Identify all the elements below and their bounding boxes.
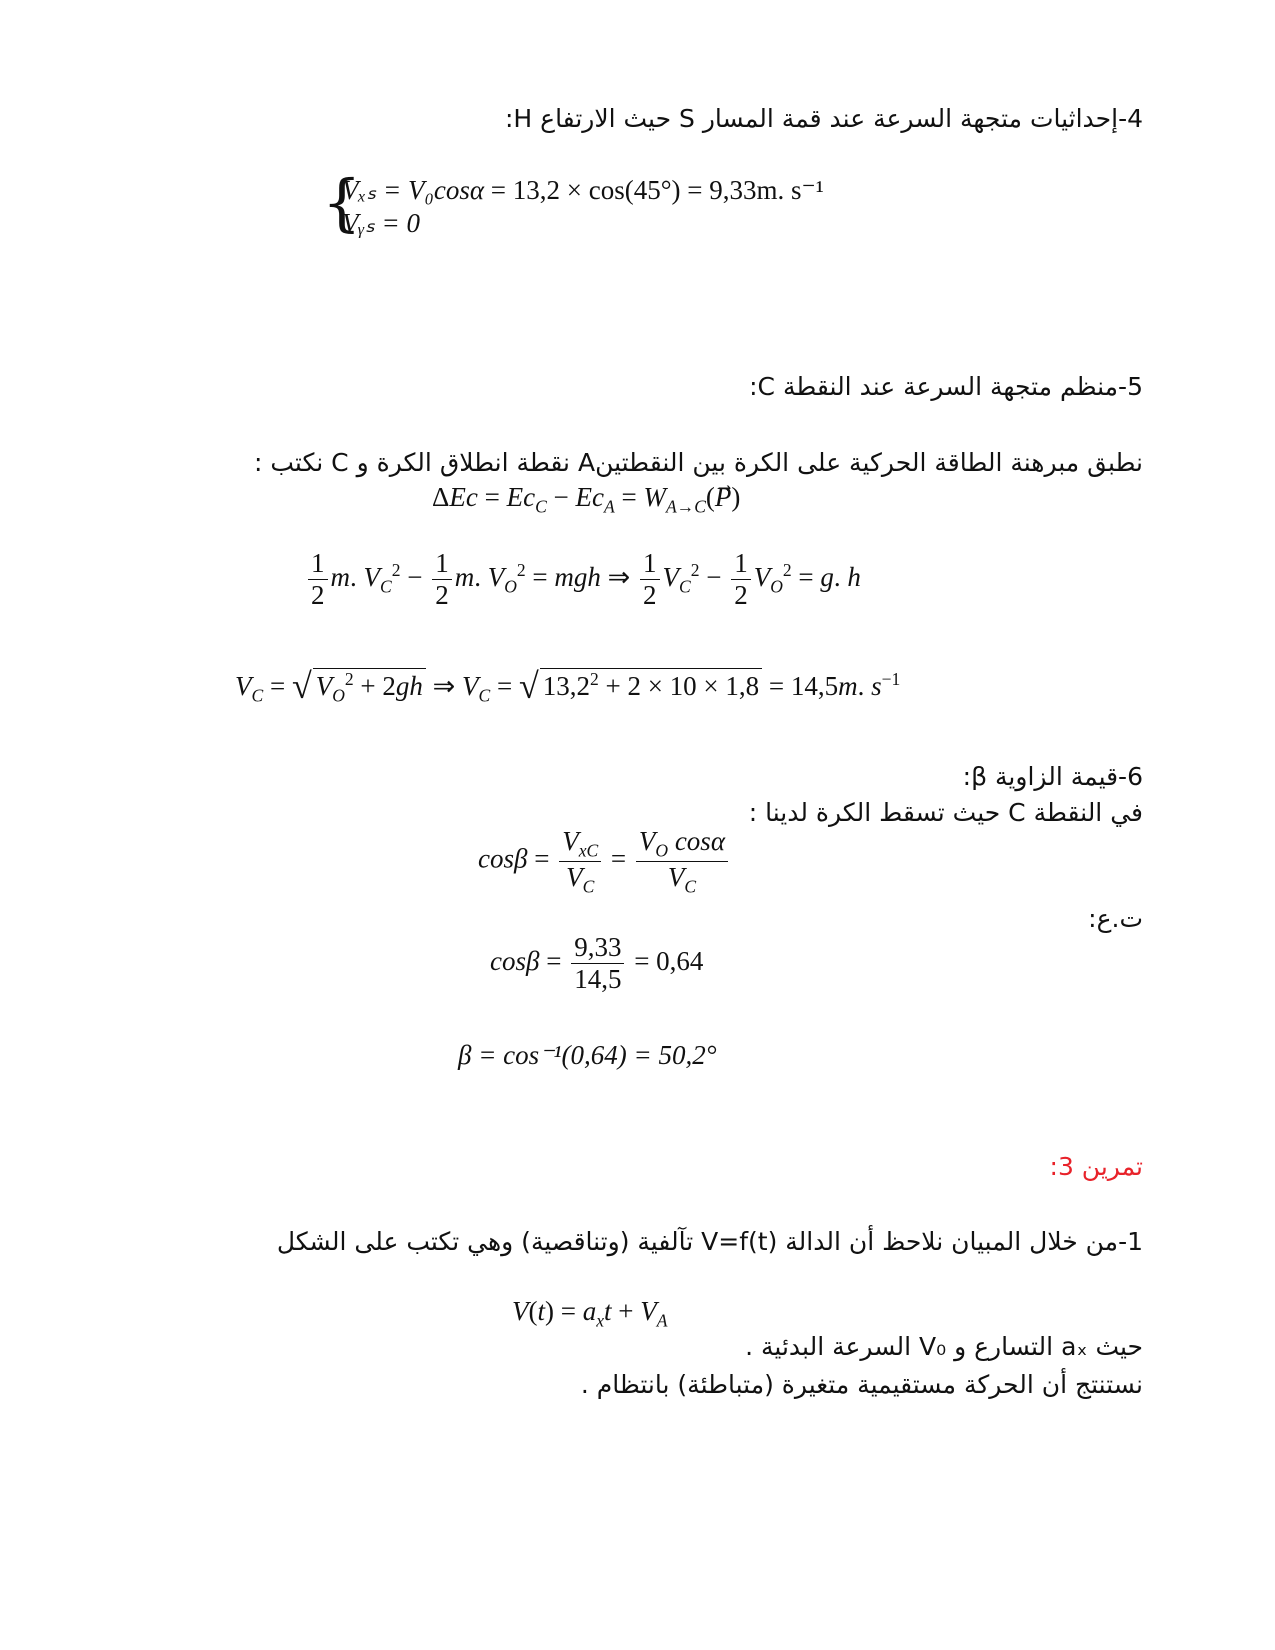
q4-heading: 4-إحداثيات متجهة السرعة عند قمة المسار S حيث الارتفاع H: — [504, 104, 1143, 133]
system-brace: { — [322, 166, 362, 239]
beta-result — [458, 1040, 717, 1071]
cos-beta-result: = 0,64 — [634, 945, 704, 976]
energy-equation: $\frac{1}{2}$ m. $V_C^2$ − $\frac{1}{2}$ m. $V_O^2$ = mgh ⇒ $\frac{1}{2}$ $V_C^2$ − $\frac{1}{2}$ $V_O^2 = g$. h — [305, 548, 861, 611]
exercise-3-title: تمرين 3: — [1049, 1152, 1143, 1181]
q5-intro: نطبق مبرهنة الطاقة الحركية على الكرة بين النقطتينA نقطة انطلاق الكرة و C نكتب : — [253, 448, 1143, 477]
vx-rhs: = 13,2 × cos(45°) = 9,33m. s⁻¹ — [490, 175, 824, 205]
cos-beta-numeric: cosβ = $\frac{9,33}{14,5}$ = 0,64 — [490, 932, 704, 995]
beta-text: β = cos⁻¹(0,64) = 50,2° — [458, 1040, 717, 1070]
cos-beta-numerator: 9,33 — [571, 932, 624, 964]
vy-equation — [342, 208, 420, 239]
q6-intro: في النقطة C حيث تسقط الكرة لدينا : — [748, 798, 1143, 827]
vx-lhs: Vₓₛ = V₀cosα — [342, 175, 485, 205]
vc-equation: $V_C$ = √ $V_O^2 + 2gh$ ⇒ $V_C$ = √ $13,2^2 + 2 \times 10 \times 1,8 = 14,5m$. $s^{-1}$ — [235, 666, 901, 706]
q6-heading: 6-قيمة الزاوية β: — [962, 762, 1143, 791]
numerical-application-label: ت.ع: — [1088, 904, 1143, 933]
vy-text: Vᵧₛ = 0 — [342, 208, 421, 238]
q5-heading: 5-منظم متجهة السرعة عند النقطة C: — [749, 372, 1143, 401]
kinetic-theorem-formula: $\Delta Ec = Ec_C - Ec_A$ = $W_{A\to C}(P⃗)$ — [432, 482, 741, 517]
ex3-line3: نستنتج أن الحركة مستقيمية متغيرة (متباطئة) بانتظام . — [580, 1370, 1143, 1399]
ex3-line2: حيث aₓ التسارع و V₀ السرعة البدئية . — [745, 1332, 1143, 1361]
velocity-function: $V(t) = a_xt + V_A$ — [512, 1296, 668, 1331]
cos-beta-formula: cosβ = $\frac{V_{xC}}{V_C}$ = $\frac{V_O \cos\alpha}{V_C}$ — [478, 826, 731, 896]
ex3-line1: 1-من خلال المبيان نلاحظ أن الدالة V=f(t) تآلفية (وتناقصية) وهي تكتب على الشكل — [276, 1227, 1143, 1256]
cos-beta-denominator: 14,5 — [574, 964, 622, 995]
vx-equation — [342, 175, 824, 206]
